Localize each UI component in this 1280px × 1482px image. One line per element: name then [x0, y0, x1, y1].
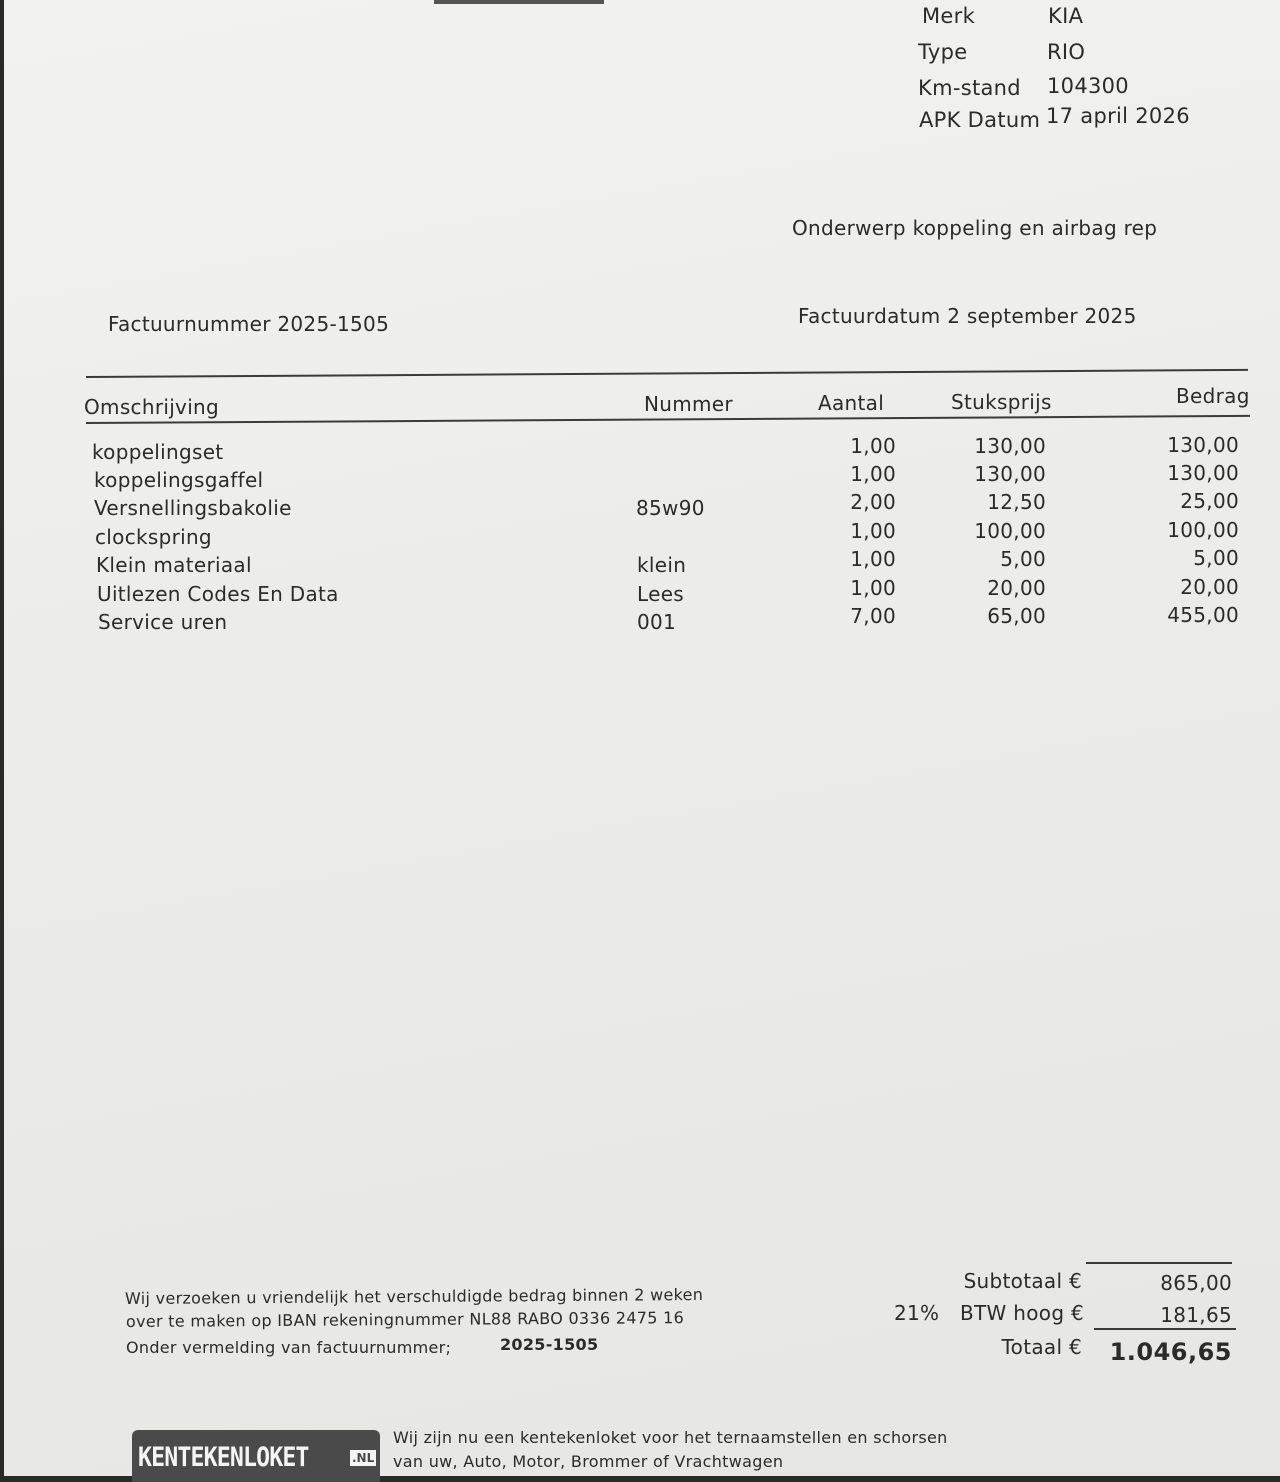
cell-amount: 130,00: [1167, 433, 1239, 457]
cell-qty: 7,00: [850, 604, 896, 628]
kentekenloket-logo: [132, 1430, 380, 1482]
vat-value: 181,65: [1160, 1303, 1232, 1327]
cell-description: Versnellingsbakolie: [94, 496, 292, 520]
cell-amount: 20,00: [1180, 575, 1239, 599]
vehicle-value-apk: 17 april 2026: [1046, 104, 1190, 128]
cell-qty: 1,00: [850, 547, 896, 571]
footer-line1: Wij zijn nu een kentekenloket voor het ternaamstellen en schorsen: [393, 1428, 948, 1447]
cell-number: klein: [637, 553, 687, 577]
footer-line2: van uw, Auto, Motor, Brommer of Vrachtwagen: [393, 1452, 784, 1471]
logo-text: KENTEKENLOKET: [138, 1442, 309, 1473]
blurred-header-strip: [434, 0, 604, 4]
invoice-subject: Onderwerp koppeling en airbag rep: [792, 216, 1158, 240]
cell-unit-price: 12,50: [987, 490, 1046, 514]
cell-qty: 1,00: [850, 434, 896, 458]
payment-reference: 2025-1505: [500, 1335, 599, 1354]
vat-rate: 21%: [894, 1301, 940, 1325]
vehicle-label-km: Km-stand: [918, 76, 1021, 100]
vehicle-value-type: RIO: [1047, 40, 1086, 64]
cell-number: 001: [637, 610, 677, 634]
total-value: 1.046,65: [1109, 1338, 1232, 1366]
invoice-date: Factuurdatum 2 september 2025: [798, 304, 1137, 328]
invoice-page: [4, 0, 1280, 1476]
vehicle-label-merk: Merk: [922, 4, 976, 28]
subtotal-rule: [1086, 1262, 1232, 1264]
cell-amount: 455,00: [1167, 603, 1239, 627]
logo-suffix: .NL: [352, 1451, 375, 1465]
cell-qty: 1,00: [850, 519, 896, 543]
cell-number: 85w90: [636, 496, 705, 520]
cell-amount: 130,00: [1167, 461, 1239, 485]
cell-qty: 2,00: [850, 490, 896, 514]
cell-qty: 1,00: [850, 576, 896, 600]
cell-unit-price: 65,00: [987, 604, 1046, 628]
header-omschrijving: Omschrijving: [84, 395, 220, 419]
invoice-number: Factuurnummer 2025-1505: [108, 312, 390, 336]
cell-description: Klein materiaal: [96, 553, 252, 577]
cell-unit-price: 130,00: [974, 434, 1046, 458]
total-rule: [1094, 1328, 1236, 1330]
subtotal-label: Subtotaal €: [963, 1269, 1082, 1293]
total-label: Totaal €: [1001, 1335, 1082, 1359]
cell-qty: 1,00: [850, 462, 896, 486]
header-bedrag: Bedrag: [1176, 384, 1250, 408]
cell-amount: 5,00: [1193, 546, 1239, 570]
vat-label: BTW hoog €: [960, 1301, 1084, 1325]
cell-unit-price: 130,00: [974, 462, 1046, 486]
payment-note-line2: over te maken op IBAN rekeningnummer NL88 RABO 0336 2475 16: [125, 1308, 685, 1331]
vehicle-value-merk: KIA: [1048, 4, 1084, 28]
header-aantal: Aantal: [818, 391, 885, 415]
cell-description: koppelingset: [92, 440, 224, 464]
header-nummer: Nummer: [644, 392, 733, 416]
cell-amount: 25,00: [1180, 489, 1239, 513]
cell-amount: 100,00: [1167, 518, 1239, 542]
vehicle-value-km: 104300: [1047, 74, 1129, 98]
cell-description: koppelingsgaffel: [94, 468, 264, 492]
payment-note-line3: Onder vermelding van factuurnummer;: [126, 1338, 452, 1357]
cell-description: Uitlezen Codes En Data: [97, 582, 339, 606]
table-top-rule: [86, 369, 1248, 378]
header-stuksprijs: Stuksprijs: [951, 390, 1052, 414]
vehicle-label-apk: APK Datum: [919, 108, 1041, 132]
vehicle-label-type: Type: [918, 40, 968, 64]
payment-note-line1: Wij verzoeken u vriendelijk het verschuldigde bedrag binnen 2 weken: [124, 1284, 704, 1308]
cell-number: Lees: [637, 582, 685, 606]
cell-unit-price: 5,00: [1000, 547, 1046, 571]
cell-description: clockspring: [95, 525, 212, 549]
cell-unit-price: 20,00: [987, 576, 1046, 600]
table-header-rule: [86, 415, 1250, 424]
subtotal-value: 865,00: [1160, 1271, 1232, 1295]
cell-unit-price: 100,00: [974, 519, 1046, 543]
cell-description: Service uren: [98, 610, 228, 634]
